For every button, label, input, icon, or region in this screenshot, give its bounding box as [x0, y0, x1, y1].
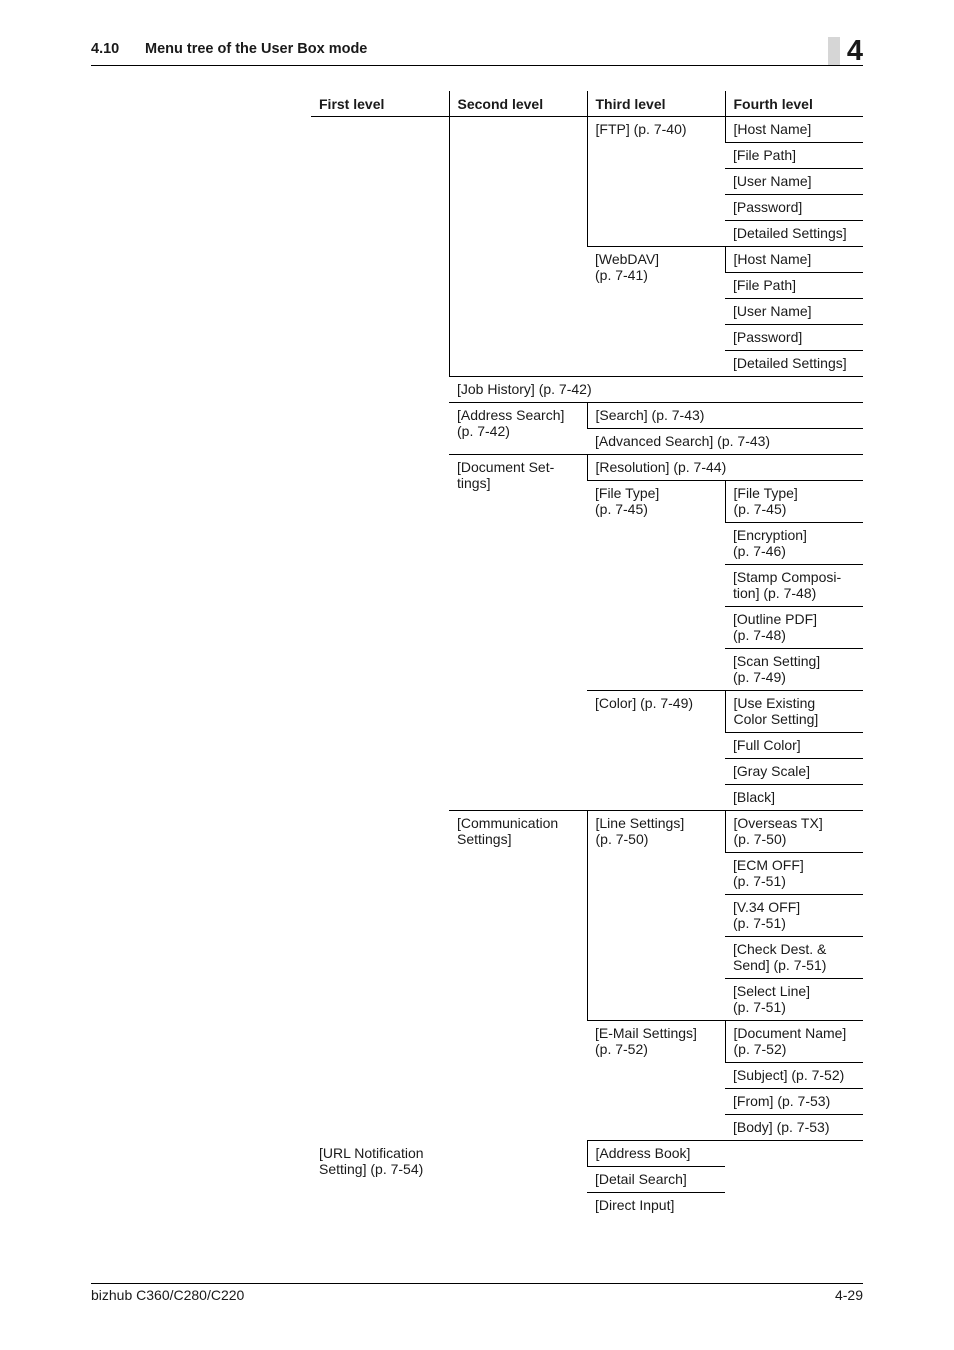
fourth-level-item — [725, 481, 863, 523]
item-line: (p. 7-51) — [733, 915, 786, 931]
address-search-line1: [Address Search] — [457, 407, 565, 423]
item-line: [ECM OFF] — [733, 857, 804, 873]
fourth-level-item — [725, 691, 863, 733]
table-row — [311, 1141, 863, 1167]
fourth-level-item — [725, 937, 863, 979]
fourth-level-item: [Direct Input] — [595, 1197, 675, 1213]
second-level-address-search — [449, 403, 587, 455]
third-level-line-settings — [587, 811, 725, 1021]
url-notification-line2: Setting] (p. 7-54) — [319, 1160, 424, 1177]
fourth-level-item: [File Path] — [725, 143, 863, 169]
first-level-cell — [311, 117, 449, 1141]
fourth-level-item: [Full Color] — [725, 733, 863, 759]
fourth-level-item — [725, 895, 863, 937]
line-settings-line1: [Line Settings] — [595, 815, 685, 831]
table-row — [311, 117, 863, 143]
third-level-item: [Advanced Search] (p. 7-43) — [587, 429, 863, 455]
chapter-tab — [828, 37, 863, 65]
email-settings-line2: (p. 7-52) — [595, 1041, 648, 1057]
fourth-level-item: [Host Name] — [725, 117, 863, 143]
footer-rule — [91, 1283, 863, 1284]
file-type-line2: (p. 7-45) — [595, 501, 648, 517]
item-line: [Encryption] — [733, 527, 807, 543]
item-line: Color Setting] — [733, 711, 819, 727]
fourth-level-item: [Detailed Settings] — [725, 351, 863, 377]
third-level-item: [Search] (p. 7-43) — [587, 403, 863, 429]
third-level-resolution: [Resolution] (p. 7-44) — [587, 455, 863, 481]
third-level-file-type — [587, 481, 725, 691]
fourth-level-item — [725, 523, 863, 565]
fourth-level-item — [725, 979, 863, 1021]
col-second-level: Second level — [449, 91, 587, 117]
col-third-level: Third level — [587, 91, 725, 117]
fourth-level-item: [User Name] — [725, 299, 863, 325]
fourth-level-item: [User Name] — [725, 169, 863, 195]
fourth-level-item — [725, 565, 863, 607]
fourth-level-item: [Password] — [725, 325, 863, 351]
line-settings-line2: (p. 7-50) — [595, 831, 649, 847]
item-line: (p. 7-51) — [733, 873, 786, 889]
item-line: tion] (p. 7-48) — [733, 585, 817, 601]
item-line: (p. 7-51) — [733, 999, 786, 1015]
third-level-url-notification — [311, 1141, 449, 1219]
table-header-row — [311, 91, 863, 117]
item-line: (p. 7-45) — [733, 501, 787, 517]
fourth-level-item — [725, 853, 863, 895]
item-line: [Outline PDF] — [733, 611, 818, 627]
second-level-communication-settings — [449, 811, 587, 1219]
item-line: (p. 7-48) — [733, 627, 786, 643]
fourth-level-item: [Detail Search] — [587, 1167, 725, 1193]
item-line: [V.34 OFF] — [733, 899, 801, 915]
fourth-level-item — [725, 1021, 863, 1063]
header-rule — [91, 65, 863, 66]
fourth-level-item: [Subject] (p. 7-52) — [725, 1063, 863, 1089]
col-fourth-level: Fourth level — [725, 91, 863, 117]
item-line: (p. 7-49) — [733, 669, 786, 685]
url-notification-line1: [URL Notification — [319, 1144, 424, 1161]
address-search-line2: (p. 7-42) — [457, 423, 510, 439]
second-level-cell — [449, 117, 587, 377]
item-line: (p. 7-52) — [733, 1041, 787, 1057]
item-line: [Stamp Composi- — [733, 569, 842, 585]
second-level-document-settings — [449, 455, 587, 811]
document-settings-line2: tings] — [457, 475, 491, 491]
third-level-webdav — [587, 247, 725, 377]
item-line: [Scan Setting] — [733, 653, 821, 669]
webdav-label-line2: (p. 7-41) — [595, 267, 648, 283]
file-type-line1: [File Type] — [595, 485, 660, 501]
menu-tree-table — [311, 91, 863, 1218]
communication-settings-line2: Settings] — [457, 831, 512, 847]
item-line: [File Type] — [733, 485, 798, 501]
fourth-level-item — [725, 811, 863, 853]
item-line: [Document Name] — [733, 1025, 847, 1041]
item-line: Send] (p. 7-51) — [733, 957, 827, 973]
fourth-level-item — [725, 649, 863, 691]
document-settings-line1: [Document Set- — [457, 459, 555, 475]
page-number: 4-29 — [834, 1287, 863, 1303]
product-name: bizhub C360/C280/C220 — [91, 1287, 245, 1303]
fourth-level-item: [Host Name] — [725, 247, 863, 273]
col-first-level: First level — [311, 91, 449, 117]
fourth-level-item — [725, 607, 863, 649]
email-settings-line1: [E-Mail Settings] — [595, 1025, 697, 1041]
fourth-level-item: [Black] — [725, 785, 863, 811]
chapter-number: 4 — [846, 35, 863, 67]
item-line: (p. 7-46) — [733, 543, 786, 559]
fourth-level-item: [From] (p. 7-53) — [725, 1089, 863, 1115]
item-line: [Select Line] — [733, 983, 811, 999]
section-number: 4.10 — [91, 41, 120, 57]
section-title: Menu tree of the User Box mode — [145, 41, 368, 57]
third-level-ftp: [FTP] (p. 7-40) — [587, 117, 725, 247]
fourth-level-item: [Gray Scale] — [725, 759, 863, 785]
third-level-color: [Color] (p. 7-49) — [587, 691, 725, 811]
webdav-label-line1: [WebDAV] — [595, 251, 660, 267]
fourth-level-item: [Password] — [725, 195, 863, 221]
communication-settings-line1: [Communication — [457, 815, 559, 831]
third-level-email-settings — [587, 1021, 725, 1141]
fourth-level-item: [Address Book] — [587, 1141, 725, 1167]
item-line: (p. 7-50) — [733, 831, 787, 847]
fourth-level-item: [File Path] — [725, 273, 863, 299]
second-level-job-history: [Job History] (p. 7-42) — [449, 377, 863, 403]
item-line: [Check Dest. & — [733, 941, 827, 957]
fourth-level-item: [Detailed Settings] — [725, 221, 863, 247]
item-line: [Use Existing — [733, 695, 816, 711]
item-line: [Overseas TX] — [733, 815, 823, 831]
fourth-level-item: [Body] (p. 7-53) — [725, 1115, 863, 1141]
